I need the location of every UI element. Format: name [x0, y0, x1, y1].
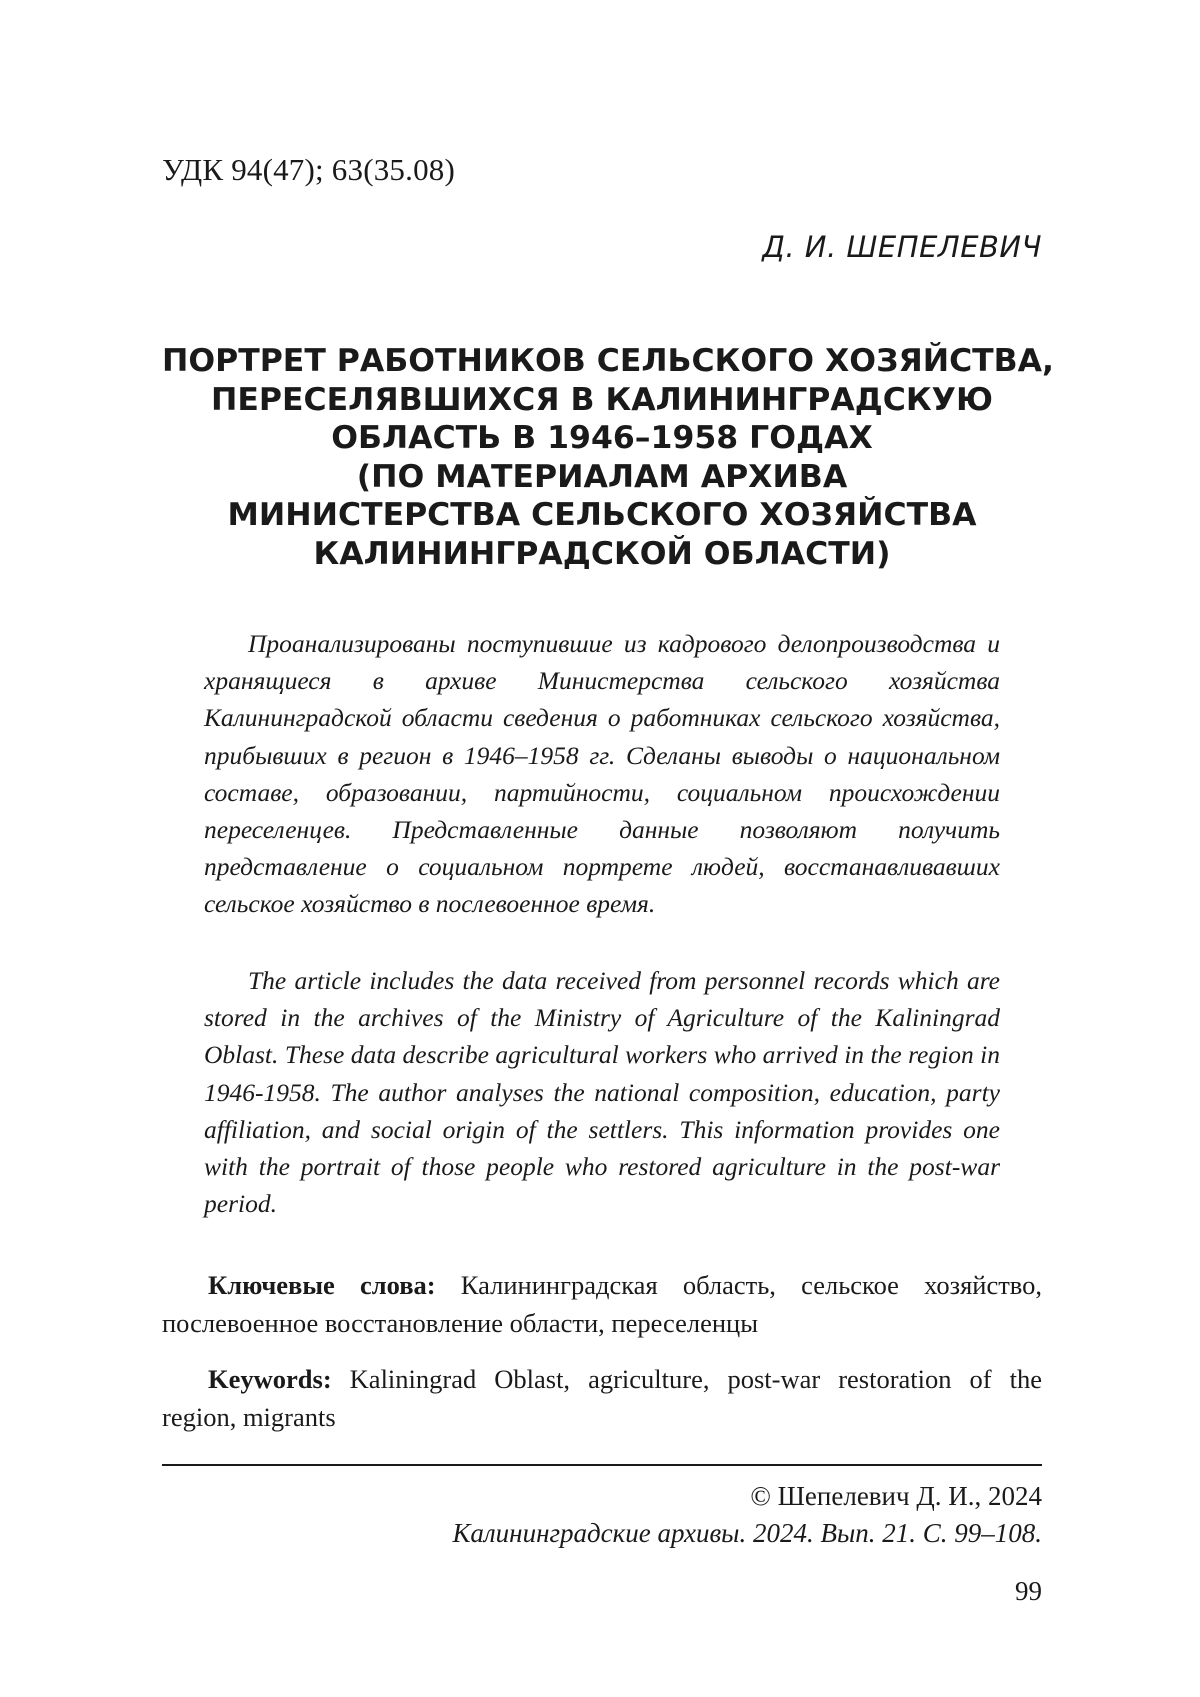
title-line: ПОРТРЕТ РАБОТНИКОВ СЕЛЬСКОГО ХОЗЯЙСТВА, [162, 343, 1055, 379]
keywords-russian-text: Калининградская область, сельское хозяйство, послевоенное восстановление области, переселенцы [162, 1270, 1042, 1338]
author-name: Д. И. ШЕПЕЛЕВИЧ [762, 230, 1042, 264]
title-line: МИНИСТЕРСТВА СЕЛЬСКОГО ХОЗЯЙСТВА [227, 497, 977, 533]
article-page [162, 0, 1055, 1697]
title-line: КАЛИНИНГРАДСКОЙ ОБЛАСТИ) [313, 535, 891, 572]
abstract-russian: Проанализированы поступившие из кадрового делопроизводства и хранящиеся в архиве Министерства сельского хозяйства Калининградской области сведения о работниках сельского хозяйства, прибывших в регион в 1946–1958 гг. Сделаны выводы о национальном составе, образовании, партийности, социальном происхождении переселенцев. Представленные данные позволяют получить представление о социальном портрете людей, восстанавливавших сельское хозяйство в послевоенное время. [204, 629, 1000, 919]
keywords-russian [162, 1266, 1042, 1342]
title-line: (ПО МАТЕРИАЛАМ АРХИВА [356, 458, 848, 495]
journal-citation: Калининградские архивы. 2024. Вып. 21. С. 99–108. [452, 1518, 1042, 1548]
title-line: ПЕРЕСЕЛЯВШИХСЯ В КАЛИНИНГРАДСКУЮ [211, 381, 993, 418]
keywords-english-text: Kaliningrad Oblast, agriculture, post-war restoration of the region, migrants [162, 1364, 1042, 1432]
keywords-english [162, 1360, 1042, 1436]
page-number: 99 [1015, 1576, 1042, 1606]
title-line: ОБЛАСТЬ В 1946–1958 ГОДАХ [331, 420, 873, 456]
article-title [162, 342, 1055, 573]
footer-divider [162, 1464, 1042, 1466]
abstract-english: The article includes the data received from personnel records which are stored in the archives of the Ministry of Agriculture of the Kaliningrad Oblast. These data describe agricultural workers who arrived in the region in 1946-1958. The author analyses the national composition, education, party affiliation, and social origin of the settlers. This information provides one with the portrait of those people who restored agriculture in the post-war period. [204, 966, 1000, 1219]
keywords-russian-label: Ключевые слова: [208, 1270, 436, 1300]
udk-code: УДК 94(47); 63(35.08) [162, 152, 455, 187]
keywords-english-label: Keywords: [208, 1364, 332, 1394]
copyright-notice: © Шепелевич Д. И., 2024 [750, 1481, 1042, 1511]
